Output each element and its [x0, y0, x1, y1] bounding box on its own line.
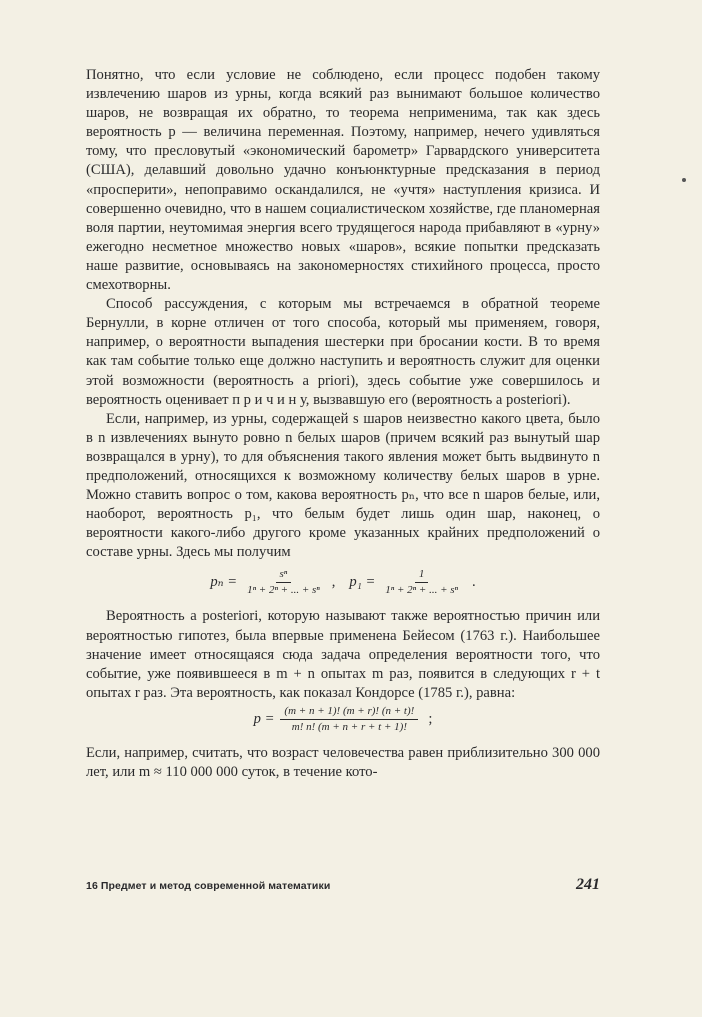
formula-lhs-p: p = — [253, 710, 275, 727]
formula-lhs-pn: pₙ = — [210, 574, 238, 591]
fraction-condorcet — [280, 705, 418, 734]
fraction-condorcet-denominator: m! n! (m + n + r + t + 1)! — [291, 720, 407, 733]
fraction-p1-denominator: 1ⁿ + 2ⁿ + ... + sⁿ — [385, 584, 458, 597]
paragraph-5: Если, например, считать, что возраст человечества равен приблизительно 300 000 лет, или m ≈ 110 000 000 суток, в течение кото- — [86, 744, 600, 780]
paragraph-3: Если, например, из урны, содержащей s шаров неизвестно какого цвета, было в n извлечениях вынуто ровно n белых шаров (причем всякий раз вынутый шар возвращался в урну), то для объяснения такого явления может быть выдвинуто n предположений, относящихся к возможному количеству белых шаров в урне. Можно ставить вопрос о том, какова вероятность pₙ, что все n шаров белые, или, наоборот, вероятность p₁, что белым будет лишь один шар, наконец, о вероятности какого-либо другого кроме указанных крайних предположений о составе урны. Здесь мы получим — [86, 410, 600, 561]
formula-separator: , — [331, 574, 336, 591]
running-footer: 16 Предмет и метод современной математики — [86, 880, 331, 892]
margin-mark — [682, 178, 686, 182]
fraction-pn — [243, 568, 324, 597]
fraction-pn-numerator: sⁿ — [276, 568, 292, 583]
fraction-p1 — [381, 568, 462, 597]
fraction-condorcet-numerator: (m + n + 1)! (m + r)! (n + t)! — [280, 705, 418, 720]
formula-probabilities — [86, 568, 600, 597]
page-footer — [86, 876, 600, 894]
fraction-pn-denominator: 1ⁿ + 2ⁿ + ... + sⁿ — [247, 584, 320, 597]
formula-lhs-p1: p₁ = — [349, 574, 376, 591]
body-text — [86, 66, 600, 782]
paragraph-2: Способ рассуждения, с которым мы встречаемся в обратной теореме Бернулли, в корне отличен от того способа, который мы применяем, говоря, например, о вероятности выпадения шестерки при бросании кости. В то время как там событие только еще должно наступить и вероятность служит для оценки этой возможности (вероятность a priori), здесь событие уже совершилось и вероятность оценивает п р и ч и н у, вызвавшую его (вероятность a posteriori). — [86, 296, 600, 408]
page-number: 241 — [576, 876, 600, 893]
formula-condorcet-end: ; — [428, 710, 433, 727]
formula-condorcet — [86, 705, 600, 734]
formula-end: . — [472, 574, 476, 591]
paragraph-1: Понятно, что если условие не соблюдено, если процесс подобен такому извлечению шаров из урны, когда всякий раз вынимают большое количество шаров, не возвращая их обратно, то теорема неприменима, так как здесь вероятность p — величина переменная. Поэтому, например, нечего удивляться тому, что пресловутый «экономический барометр» Гарвардского университета (США), делавший довольно удачно конъюнктурные предсказания в период «просперити», непоправимо оскандалился, не «учтя» наступления кризиса. И совершенно очевидно, что в нашем социалистическом хозяйстве, где планомерная воля партии, неутомимая энергия всего трудящегося народа прибавляют в «урну» ежегодно несметное множество новых «шаров», всякие попытки предсказать наше развитие, основываясь на закономерностях стихийного процесса, просто смехотворны. — [86, 67, 600, 294]
paragraph-4: Вероятность a posteriori, которую называют также вероятностью причин или вероятностью гипотез, была впервые применена Бейесом (1763 г.). Наибольшее значение имеет относящаяся сюда задача определения вероятности того, что событие, уже появившееся в m + n опытах m раз, появится в следующих r + t опытах r раз. Эта вероятность, как показал Кондорсе (1785 г.), равна: — [86, 608, 600, 701]
fraction-p1-numerator: 1 — [415, 568, 429, 583]
